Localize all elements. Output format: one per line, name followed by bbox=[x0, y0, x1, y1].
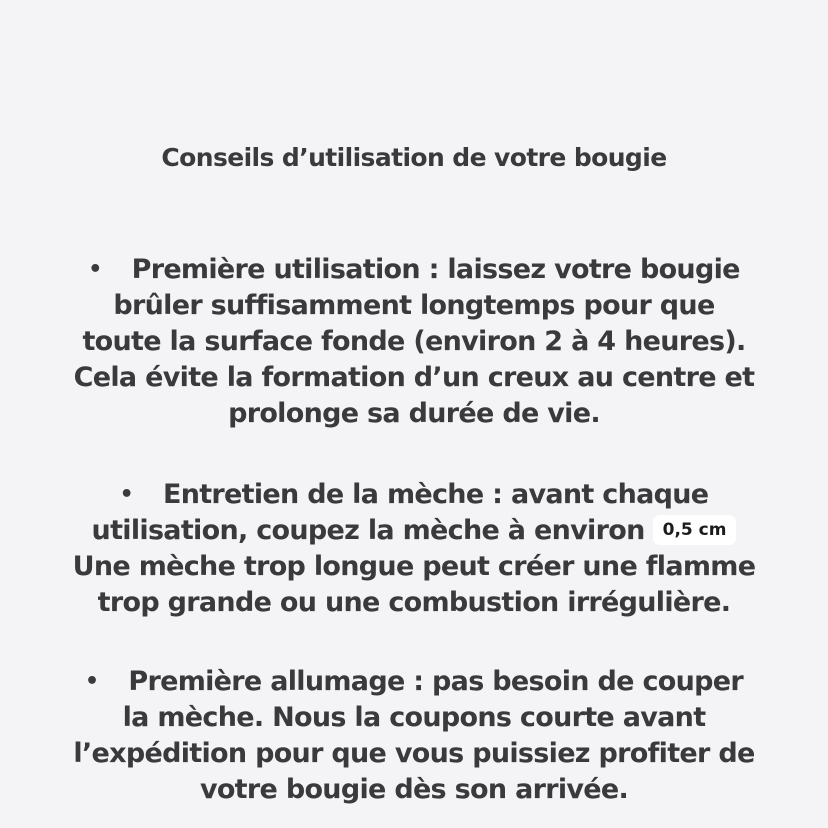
tip-line: trop grande ou une combustion irrégulière. bbox=[97, 587, 731, 618]
bullet-icon: • bbox=[85, 669, 99, 694]
tip-first-use bbox=[0, 252, 828, 432]
tip-line: toute la surface fonde (environ 2 à 4 heures). bbox=[82, 326, 746, 357]
tip-text: Entretien de la mèche : avant chaque bbox=[162, 479, 709, 510]
tip-line bbox=[0, 664, 828, 700]
bullet-icon: • bbox=[88, 257, 102, 282]
tip-line: brûler suffisamment longtemps pour que bbox=[113, 290, 715, 321]
tip-wick-care bbox=[0, 477, 828, 621]
tip-line: Une mèche trop longue peut créer une flamme bbox=[72, 551, 756, 582]
bullet-icon: • bbox=[119, 482, 133, 507]
tip-text: Première utilisation : laissez votre bougie bbox=[131, 254, 740, 285]
tip-line bbox=[0, 252, 828, 288]
tip-line: la mèche. Nous la coupons courte avant bbox=[122, 702, 706, 733]
tip-line: votre bougie dès son arrivée. bbox=[199, 774, 629, 805]
measurement-tag: 0,5 cm bbox=[653, 515, 737, 545]
tip-text: Première allumage : pas besoin de couper bbox=[128, 666, 743, 697]
tip-line bbox=[0, 477, 828, 513]
page-title: Conseils d’utilisation de votre bougie bbox=[161, 143, 667, 172]
tip-text: utilisation, coupez la mèche à environ bbox=[91, 515, 645, 546]
tip-line bbox=[0, 513, 828, 549]
tip-line: Cela évite la formation d’un creux au centre et bbox=[73, 362, 755, 393]
tip-line: l’expédition pour que vous puissiez profiter de bbox=[73, 738, 755, 769]
tip-first-lighting bbox=[0, 664, 828, 808]
tip-line: prolonge sa durée de vie. bbox=[228, 398, 600, 429]
